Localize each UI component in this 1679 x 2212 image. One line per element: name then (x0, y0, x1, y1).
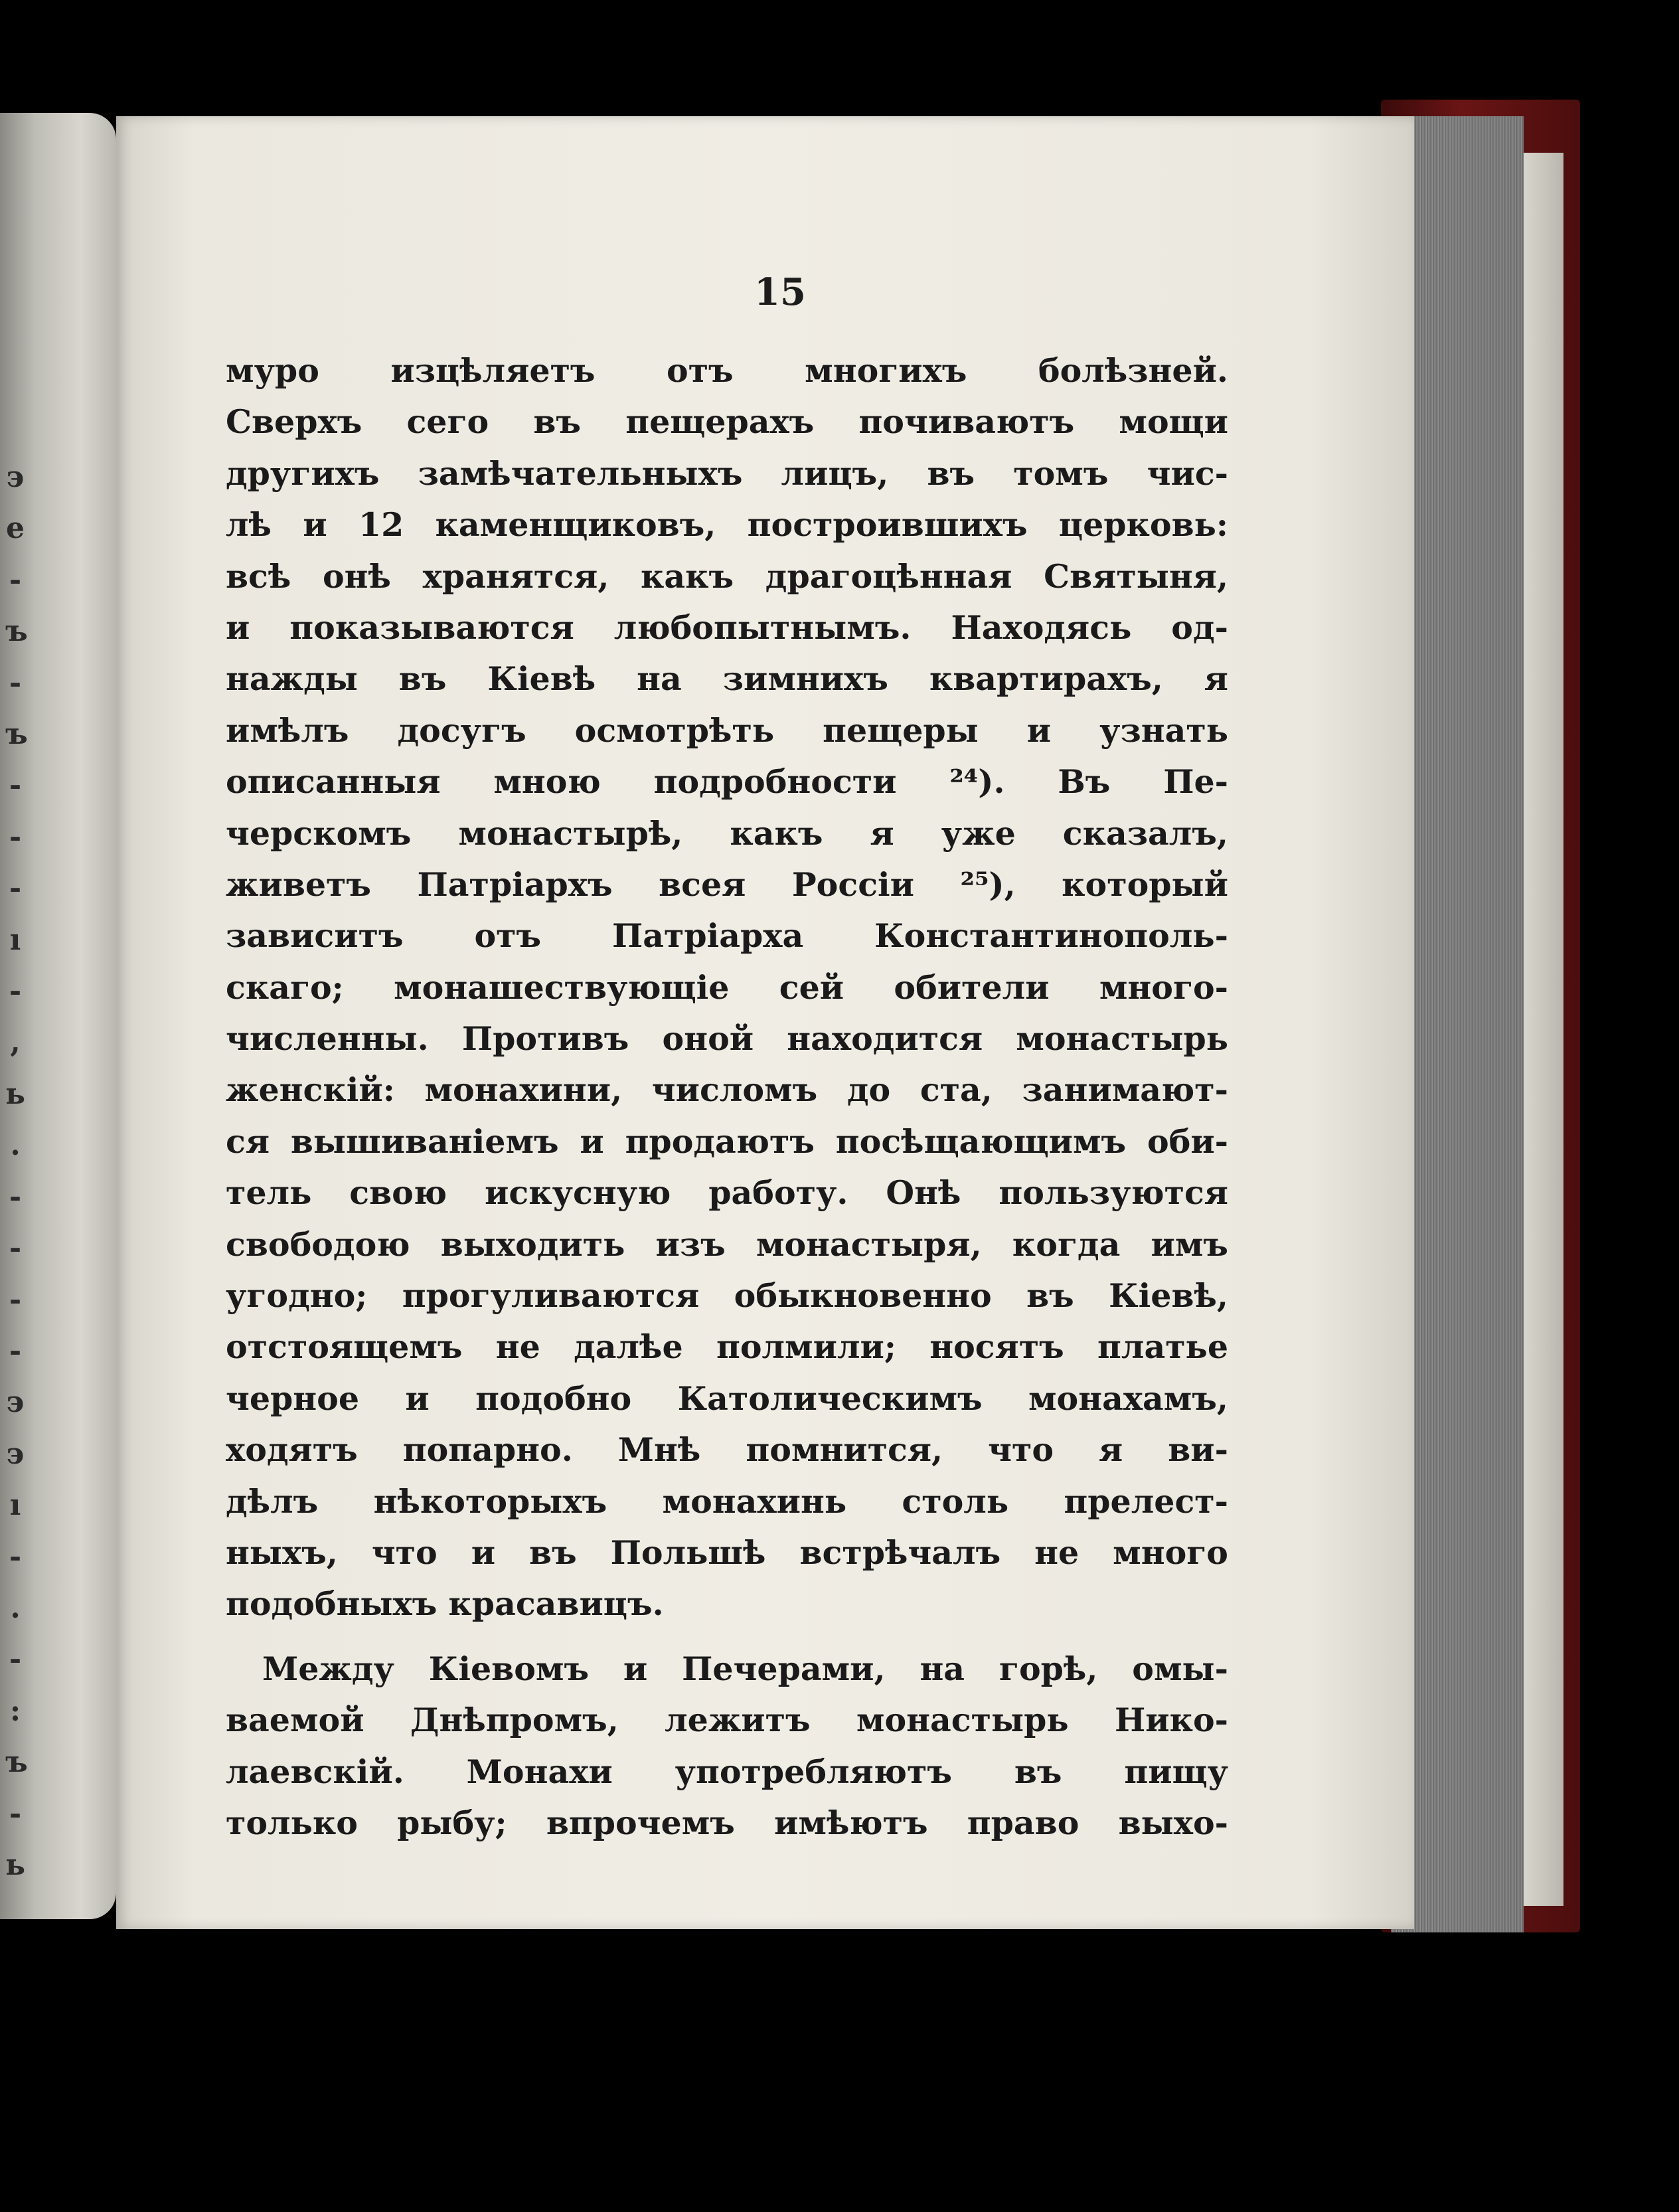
previous-page-mark: . (10, 1128, 21, 1163)
previous-page-mark: ь (5, 1847, 25, 1882)
text-line: угодно; прогуливаются обыкновенно въ Кіевѣ, (226, 1276, 1228, 1316)
text-line: описанныя мною подробности ²⁴). Въ Пе- (226, 762, 1228, 802)
text-line: ся вышиваніемъ и продаютъ посѣщающимъ оби- (226, 1122, 1228, 1161)
previous-page-line-endings (5, 452, 28, 1891)
text-line: скаго; монашествующіе сей обители много- (226, 968, 1228, 1007)
text-line: женскій: монахини, числомъ до ста, занимают- (226, 1070, 1228, 1110)
text-line: лаевскій. Монахи употребляютъ въ пищу (226, 1752, 1228, 1791)
text-line: черное и подобно Католическимъ монахамъ, (226, 1379, 1228, 1418)
paragraph-2 (226, 1644, 1228, 1849)
text-line: отстоящемъ не далѣе полмили; носятъ платье (226, 1327, 1228, 1367)
text-line: черскомъ монастырѣ, какъ я уже сказалъ, (226, 813, 1228, 853)
previous-page-mark: ъ (5, 717, 28, 752)
text-line: живетъ Патріархъ всея Россіи ²⁵), который (226, 865, 1228, 904)
text-line: муро изцѣляетъ отъ многихъ болѣзней. (226, 351, 1228, 390)
text-line: подобныхъ красавицъ. (226, 1584, 664, 1624)
text-line: и показываются любопытнымъ. Находясь од- (226, 608, 1228, 647)
text-line: лѣ и 12 каменщиковъ, построившихъ церковь: (226, 505, 1228, 545)
text-line: ваемой Днѣпромъ, лежитъ монастырь Нико- (226, 1701, 1228, 1740)
text-line: ходятъ попарно. Мнѣ помнится, что я ви- (226, 1430, 1228, 1470)
previous-page-mark: ъ (5, 614, 28, 649)
page-number: 15 (754, 270, 806, 314)
text-line: Между Кіевомъ и Печерами, на горѣ, омы- (262, 1649, 1228, 1688)
previous-page-mark: - (9, 665, 22, 700)
previous-page-mark: - (9, 871, 22, 906)
previous-page-mark: ъ (5, 1745, 28, 1780)
text-line: свободою выходить изъ монастыря, когда имъ (226, 1225, 1228, 1264)
previous-page-mark: ь (5, 1076, 25, 1111)
text-line: Сверхъ сего въ пещерахъ почиваютъ мощи (226, 402, 1228, 442)
text-line: численны. Противъ оной находится монастырь (226, 1019, 1228, 1059)
text-line: тель свою искусную работу. Онѣ пользуются (226, 1173, 1228, 1213)
text-line: всѣ онѣ хранятся, какъ драгоцѣнная Святыня, (226, 556, 1228, 596)
previous-page-edge (0, 113, 116, 1919)
previous-page-mark: - (9, 768, 22, 803)
text-line: имѣлъ досугъ осмотрѣть пещеры и узнать (226, 711, 1228, 750)
previous-page-mark: - (9, 562, 22, 597)
paragraph-1 (226, 345, 1228, 1630)
previous-page-mark: - (9, 1642, 22, 1677)
book-page (116, 116, 1414, 1929)
text-line: ныхъ, что и въ Польшѣ встрѣчалъ не много (226, 1533, 1228, 1572)
previous-page-mark: - (9, 1796, 22, 1831)
previous-page-mark: , (10, 1025, 21, 1060)
text-line: зависитъ отъ Патріарха Константинополь- (226, 916, 1228, 956)
previous-page-mark: ı (9, 1488, 21, 1523)
previous-page-mark: э (6, 1385, 25, 1420)
previous-page-mark: : (9, 1693, 21, 1728)
previous-page-mark: . (10, 1590, 21, 1625)
previous-page-mark: - (9, 974, 22, 1009)
previous-page-mark: - (9, 1333, 22, 1368)
previous-page-mark: - (9, 1282, 22, 1317)
text-line: другихъ замѣчательныхъ лицъ, въ томъ чис- (226, 454, 1228, 493)
previous-page-mark: е (6, 511, 25, 546)
page-block-edge-light (1524, 153, 1563, 1906)
text-line: нажды въ Кіевѣ на зимнихъ квартирахъ, я (226, 659, 1228, 699)
previous-page-mark: - (9, 1539, 22, 1574)
previous-page-mark: - (9, 1179, 22, 1214)
text-line: только рыбу; впрочемъ имѣютъ право выхо- (226, 1803, 1228, 1842)
previous-page-mark: ı (9, 922, 21, 957)
text-line: дѣлъ нѣкоторыхъ монахинь столь прелест- (226, 1482, 1228, 1521)
previous-page-mark: - (9, 819, 22, 854)
previous-page-mark: э (6, 460, 25, 494)
page-text (226, 345, 1228, 1849)
previous-page-mark: э (6, 1436, 25, 1471)
previous-page-mark: - (9, 1231, 22, 1266)
